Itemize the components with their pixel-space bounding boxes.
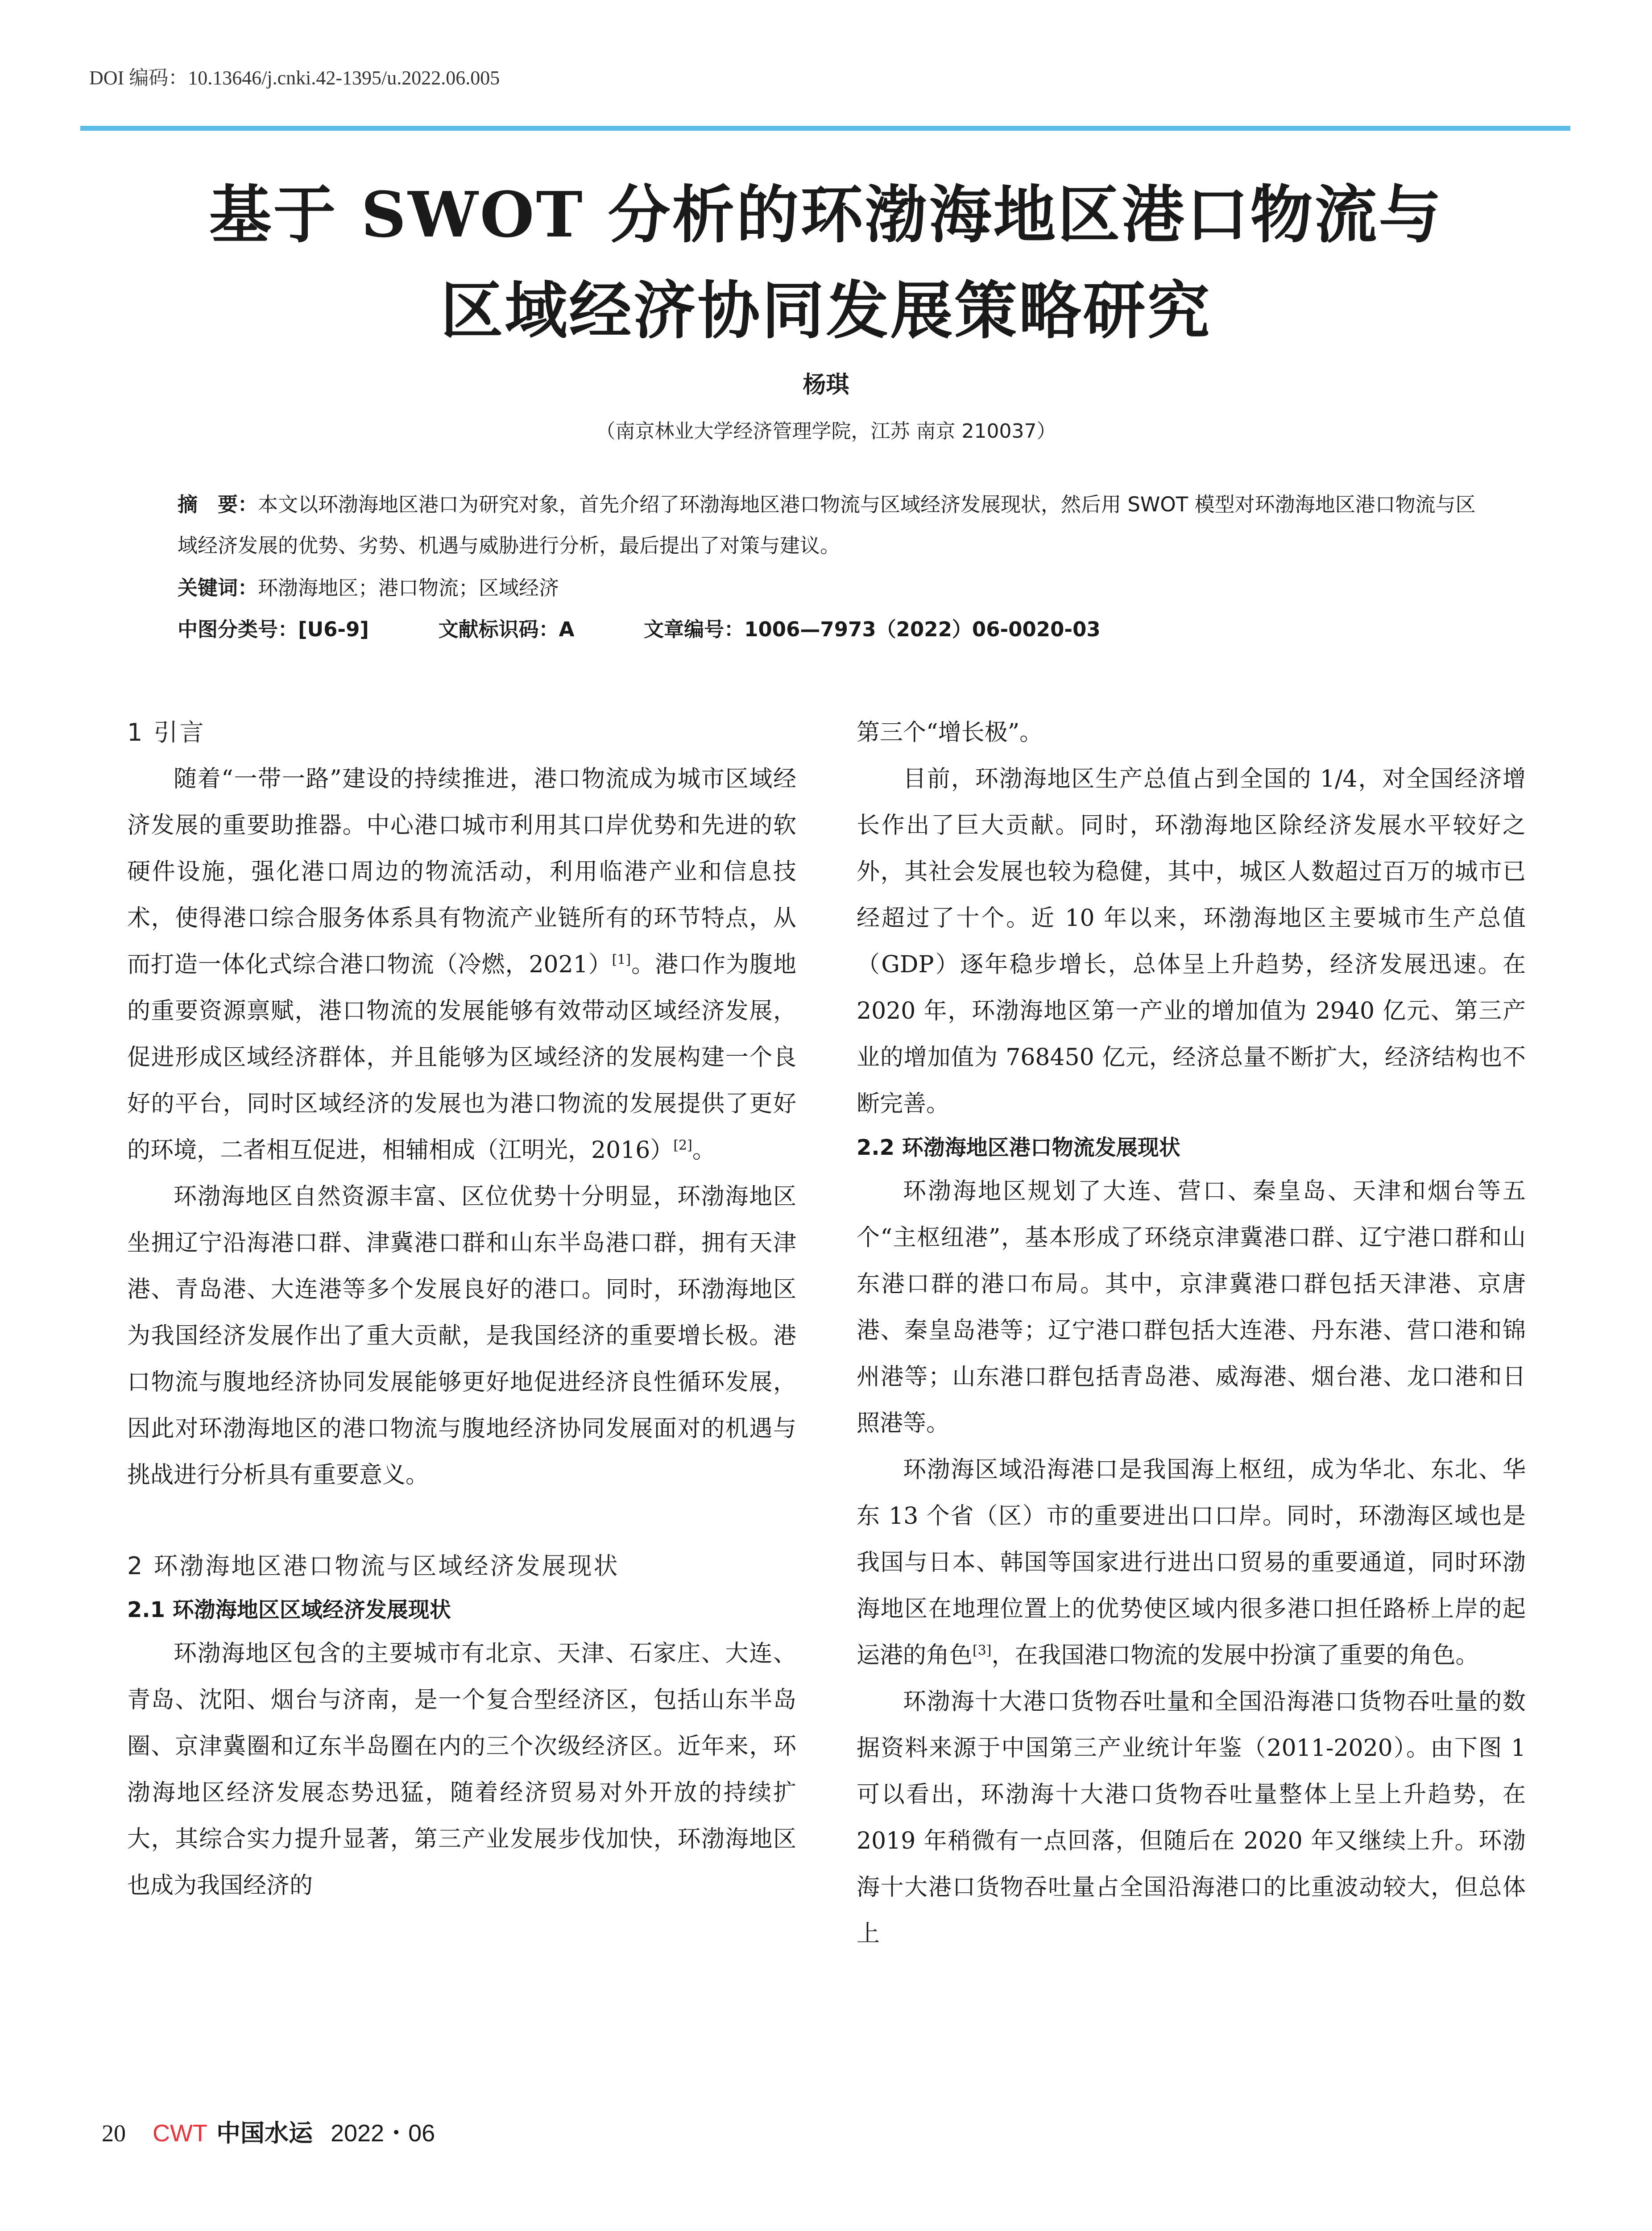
doi-line: DOI 编码：10.13646/j.cnki.42-1395/u.2022.06.005 <box>89 67 500 89</box>
citation-ref: [3] <box>973 1642 992 1659</box>
text-run: 随着“一带一路”建设的持续推进，港口物流成为城市区域经济发展的重要助推器。中心港口城市利用其口岸优势和先进的软硬件设施，强化港口周边的物流活动，利用临港产业和信息技术，使得港口综合服务体系具有物流产业链所有的环节特点，从而打造一体化式综合港口物流（冷燃，2021） <box>127 766 796 978</box>
abstract <box>178 484 1489 566</box>
paragraph <box>857 1447 1526 1679</box>
article-title-line-1: 基于 SWOT 分析的环渤海地区港口物流与 <box>209 178 1443 252</box>
text-run: ，在我国港口物流的发展中扮演了重要的角色。 <box>991 1642 1479 1669</box>
citation-ref: [2] <box>673 1137 692 1153</box>
classification <box>178 609 1489 650</box>
paragraph-continuation: 第三个“增长极”。 <box>857 719 1043 746</box>
text-run: 。港口作为腹地的重要资源禀赋，港口物流的发展能够有效带动区域经济发展，促进形成区域经济群体，并且能够为区域经济的发展构建一个良好的平台，同时区域经济的发展也为港口物流的发展提供了更好的环境，二者相互促进，相辅相成（江明光，2016） <box>127 951 796 1164</box>
abstract-text: 本文以环渤海地区港口为研究对象，首先介绍了环渤海地区港口物流与区域经济发展现状，然后用 SWOT 模型对环渤海地区港口物流与区域经济发展的优势、劣势、机遇与威胁进行分析，最后提出了对策与建议。 <box>178 493 1476 557</box>
citation-ref: [1] <box>612 952 631 968</box>
page-footer <box>102 2114 435 2148</box>
affiliation: （南京林业大学经济管理学院，江苏 南京 210037） <box>596 420 1056 443</box>
keywords-text: 环渤海地区；港口物流；区域经济 <box>258 576 559 600</box>
left-column <box>127 709 796 1909</box>
keywords-label: 关键词： <box>178 576 258 600</box>
paragraph <box>127 756 796 1174</box>
article-number: 文章编号：1006—7973（2022）06-0020-03 <box>644 618 1101 641</box>
journal-name: 中国水运 <box>216 2119 313 2147</box>
header-rule <box>80 126 1570 131</box>
author: 杨琪 <box>803 372 849 398</box>
paragraph: 环渤海地区包含的主要城市有北京、天津、石家庄、大连、青岛、沈阳、烟台与济南，是一个复合型经济区，包括山东半岛圈、京津冀圈和辽东半岛圈在内的三个次级经济区。近年来，环渤海地区经济发展态势迅猛，随着经济贸易对外开放的持续扩大，其综合实力提升显著，第三产业发展步伐加快，环渤海地区也成为我国经济的 <box>127 1640 796 1899</box>
article-title-line-2: 区域经济协同发展策略研究 <box>440 274 1212 348</box>
paragraph: 环渤海地区规划了大连、营口、秦皇岛、天津和烟台等五个“主枢纽港”，基本形成了环绕京津冀港口群、辽宁港口群和山东港口群的港口布局。其中，京津冀港口群包括天津港、京唐港、秦皇岛港等；辽宁港口群包括大连港、丹东港、营口港和锦州港等；山东港口群包括青岛港、威海港、烟台港、龙口港和日照港等。 <box>857 1178 1526 1437</box>
text-run: 环渤海区域沿海港口是我国海上枢纽，成为华北、东北、华东 13 个省（区）市的重要进出口口岸。同时，环渤海区域也是我国与日本、韩国等国家进行进出口贸易的重要通道，同时环渤海地区在地理位置上的优势使区域内很多港口担任路桥上岸的起运港的角色 <box>857 1456 1526 1669</box>
abstract-label: 摘 要： <box>178 493 258 516</box>
issue-number: 2022・06 <box>330 2120 435 2147</box>
paragraph: 环渤海十大港口货物吞吐量和全国沿海港口货物吞吐量的数据资料来源于中国第三产业统计年鉴（2011-2020）。由下图 1 可以看出，环渤海十大港口货物吞吐量整体上呈上升趋势，在 2019 年稍微有一点回落，但随后在 2020 年又继续上升。环渤海十大港口货物吞吐量占全国沿海港口的比重波动较大，但总体上 <box>857 1688 1526 1947</box>
clc-number: 中图分类号：[U6-9] <box>178 618 369 641</box>
document-code: 文献标识码：A <box>438 618 575 641</box>
keywords <box>178 568 1489 609</box>
paragraph: 环渤海地区自然资源丰富、区位优势十分明显，环渤海地区坐拥辽宁沿海港口群、津冀港口群和山东半岛港口群，拥有天津港、青岛港、大连港等多个发展良好的港口。同时，环渤海地区为我国经济发展作出了重大贡献，是我国经济的重要增长极。港口物流与腹地经济协同发展能够更好地促进经济良性循环发展，因此对环渤海地区的港口物流与腹地经济协同发展面对的机遇与挑战进行分析具有重要意义。 <box>127 1183 796 1489</box>
journal-logo-cwt: CWT <box>153 2120 207 2147</box>
right-column <box>857 709 1526 1957</box>
section-2-1-heading: 2.1 环渤海地区区域经济发展现状 <box>127 1597 451 1622</box>
section-1-heading: 1 引言 <box>127 718 206 746</box>
section-2-2-heading: 2.2 环渤海地区港口物流发展现状 <box>857 1135 1180 1160</box>
page-number: 20 <box>102 2120 126 2147</box>
section-2-heading: 2 环渤海地区港口物流与区域经济发展现状 <box>127 1552 620 1580</box>
text-run: 。 <box>692 1137 716 1164</box>
paragraph: 目前，环渤海地区生产总值占到全国的 1/4，对全国经济增长作出了巨大贡献。同时，环渤海地区除经济发展水平较好之外，其社会发展也较为稳健，其中，城区人数超过百万的城市已经超过了十个。近 10 年以来，环渤海地区主要城市生产总值（GDP）逐年稳步增长，总体呈上升趋势，经济发展迅速。在 2020 年，环渤海地区第一产业的增加值为 2940 亿元、第三产业的增加值为 768450 亿元，经济总量不断扩大，经济结构也不断完善。 <box>857 766 1526 1117</box>
